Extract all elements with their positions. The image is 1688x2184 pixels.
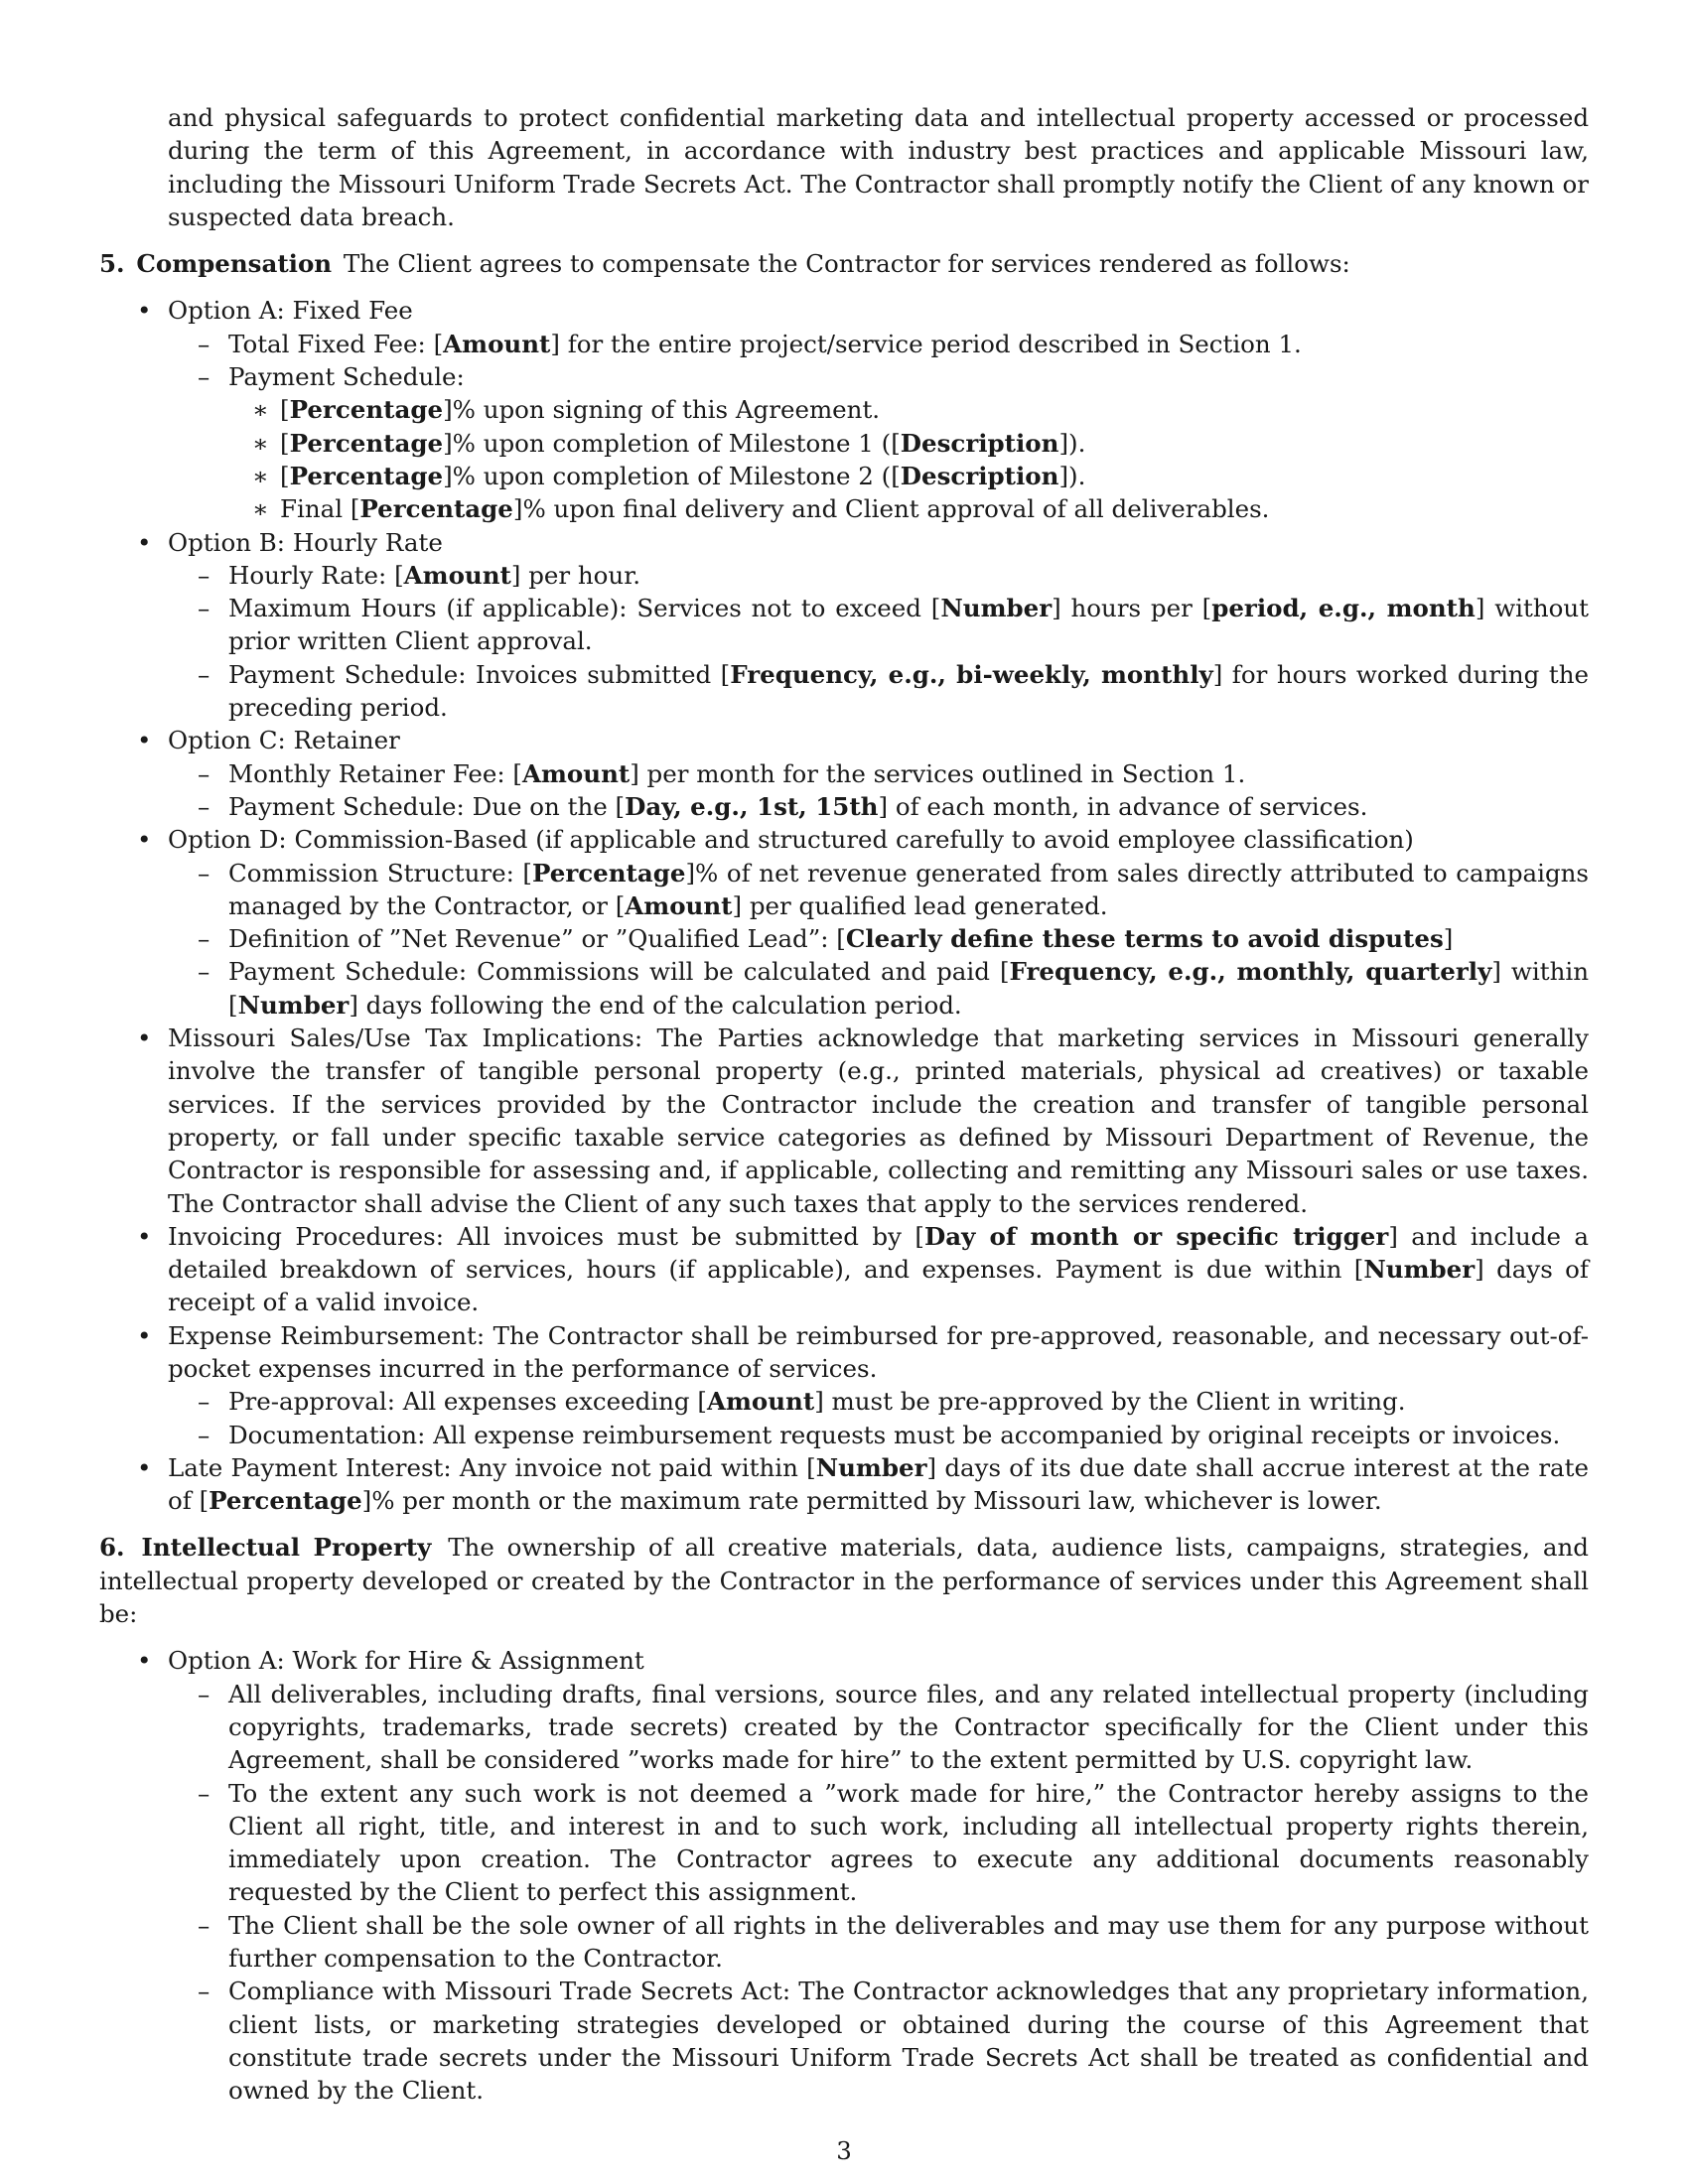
bullet-marker: • bbox=[137, 1646, 152, 1676]
page-content bbox=[99, 101, 1589, 2108]
bullet-marker: • bbox=[137, 296, 152, 326]
placeholder-field: Frequency, e.g., bi-weekly, monthly bbox=[730, 659, 1213, 689]
page-number: 3 bbox=[836, 2136, 852, 2165]
placeholder-field: Day, e.g., 1st, 15th bbox=[625, 791, 879, 821]
placeholder-field: Frequency, e.g., monthly, quarterly bbox=[1009, 957, 1492, 987]
list-text: ] days of receipt of a valid invoice. bbox=[168, 1255, 1589, 1317]
list-item bbox=[168, 658, 1589, 725]
option-d-label: Option D: Commission-Based (if applicable and structured carefully to avoid employee classification) bbox=[168, 825, 1414, 855]
bullet-marker: • bbox=[137, 825, 152, 855]
list-text: ]% upon completion of Milestone 1 ([ bbox=[443, 428, 901, 458]
list-item bbox=[168, 1419, 1589, 1451]
sub-list bbox=[168, 559, 1589, 724]
list-text: ] days of its due date shall accrue interest at the rate of [ bbox=[168, 1452, 1590, 1516]
list-text: The Client shall be the sole owner of all rights in the deliverables and may use them for any purpose without further compensation to the Contractor. bbox=[228, 1910, 1589, 1974]
section-intro: The Client agrees to compensate the Contractor for services rendered as follows: bbox=[343, 249, 1350, 279]
list-text: ] hours per [ bbox=[1052, 594, 1212, 623]
continued-paragraph: and physical safeguards to protect confidential marketing data and intellectual property accessed or processed during the term of this Agreement, in accordance with industry best practices and applicable Missouri law, including the Missouri Uniform Trade Secrets Act. The Contractor shall promptly notify the Client of any known or suspected data breach. bbox=[168, 103, 1589, 231]
star-marker: ∗ bbox=[252, 494, 269, 524]
list-item bbox=[99, 1022, 1589, 1220]
list-item bbox=[99, 823, 1589, 1022]
sub-list bbox=[168, 1385, 1589, 1451]
list-text: Compliance with Missouri Trade Secrets Act: The Contractor acknowledges that any proprietary information, client lists, or marketing strategies developed or obtained during the course of this Agreement that constitute trade secrets under the Missouri Uniform Trade Secrets Act shall be treated as confidential and owned by the Client. bbox=[228, 1977, 1589, 2106]
list-item bbox=[228, 492, 1589, 525]
section-number: 6. bbox=[99, 1533, 125, 1563]
list-item bbox=[99, 1319, 1589, 1451]
placeholder-field: Percentage bbox=[359, 494, 513, 524]
placeholder-field: Amount bbox=[403, 560, 511, 590]
sub-sub-list bbox=[228, 393, 1589, 525]
dash-marker: – bbox=[198, 1910, 211, 1940]
dash-marker: – bbox=[198, 924, 211, 954]
tax-implications-text: Missouri Sales/Use Tax Implications: The Parties acknowledge that marketing services in Missouri generally involve the transfer of tangible personal property (e.g., printed materials, physical ad creatives) or taxable services. If the services provided by the Contractor include the creation and transfer of tangible personal property, or fall under specific taxable service categories as defined by Missouri Department of Revenue, the Contractor is responsible for assessing and, if applicable, collecting and remitting any Missouri sales or use taxes. The Contractor shall advise the Client of any such taxes that apply to the services rendered. bbox=[168, 1024, 1589, 1218]
placeholder-field: Day of month or specific trigger bbox=[923, 1221, 1389, 1251]
section-title: Compensation bbox=[136, 249, 333, 279]
option-c-label: Option C: Retainer bbox=[168, 726, 400, 755]
dash-marker: – bbox=[198, 1778, 211, 1808]
list-text: ] without prior written Client approval. bbox=[228, 594, 1590, 656]
section-5-heading bbox=[99, 247, 1589, 280]
placeholder-field: Amount bbox=[706, 1387, 815, 1417]
sub-list bbox=[168, 328, 1589, 526]
placeholder-field: Number bbox=[940, 594, 1053, 623]
list-item bbox=[99, 1220, 1589, 1319]
bullet-marker: • bbox=[137, 1320, 152, 1350]
placeholder-field: Amount bbox=[625, 890, 733, 920]
list-item bbox=[168, 328, 1589, 360]
list-item bbox=[168, 857, 1589, 923]
list-item bbox=[99, 526, 1589, 725]
placeholder-field: Amount bbox=[521, 758, 631, 788]
payment-schedule-label: Payment Schedule: bbox=[228, 362, 465, 392]
placeholder-field: Percentage bbox=[209, 1486, 362, 1516]
placeholder-field: Number bbox=[815, 1452, 927, 1482]
list-item bbox=[168, 360, 1589, 525]
list-text: ] and include a detailed breakdown of services, hours (if applicable), and expenses. Payment is due within [ bbox=[168, 1221, 1589, 1285]
list-item bbox=[99, 1644, 1589, 2107]
bullet-marker: • bbox=[137, 1024, 152, 1053]
dash-marker: – bbox=[198, 758, 211, 788]
list-item bbox=[168, 1385, 1589, 1418]
placeholder-field: Clearly define these terms to avoid disputes bbox=[845, 924, 1444, 954]
dash-marker: – bbox=[198, 1387, 211, 1417]
bullet-marker: • bbox=[137, 1221, 152, 1251]
list-text: ]% per month or the maximum rate permitted by Missouri law, whichever is lower. bbox=[361, 1486, 1382, 1516]
list-text: Hourly Rate: [ bbox=[228, 560, 404, 590]
section-compensation bbox=[99, 247, 1589, 1517]
dash-marker: – bbox=[198, 957, 211, 987]
list-text: ]). bbox=[1058, 428, 1086, 458]
placeholder-field: Number bbox=[1363, 1255, 1476, 1285]
list-text: ] for the entire project/service period described in Section 1. bbox=[550, 329, 1302, 358]
option-a-label: Option A: Fixed Fee bbox=[168, 296, 413, 326]
list-item bbox=[168, 592, 1589, 658]
list-text: Documentation: All expense reimbursement requests must be accompanied by original receipts or invoices. bbox=[228, 1420, 1561, 1449]
placeholder-field: Number bbox=[237, 990, 350, 1020]
dash-marker: – bbox=[198, 1420, 211, 1449]
bullet-marker: • bbox=[137, 726, 152, 755]
list-item bbox=[228, 460, 1589, 492]
list-text: To the extent any such work is not deemed a ”work made for hire,” the Contractor hereby assigns to the Client all right, title, and interest in and to such work, including all intellectual property rights therein, immediately upon creation. The Contractor agrees to execute any additional documents reasonably requested by the Client to perfect this assignment. bbox=[228, 1778, 1589, 1907]
section-intellectual-property bbox=[99, 1531, 1589, 2107]
list-text: ] bbox=[1443, 924, 1454, 954]
sub-list bbox=[168, 757, 1589, 824]
placeholder-field: Description bbox=[900, 428, 1059, 458]
expense-reimbursement-text: Expense Reimbursement: The Contractor shall be reimbursed for pre-approved, reasonable, and necessary out-of-pocket expenses incurred in the performance of services. bbox=[168, 1320, 1589, 1383]
list-text: Monthly Retainer Fee: [ bbox=[228, 758, 522, 788]
list-text: Payment Schedule: Commissions will be calculated and paid [ bbox=[228, 957, 1010, 987]
list-text: ]% upon completion of Milestone 2 ([ bbox=[443, 461, 901, 490]
placeholder-field: Percentage bbox=[531, 858, 686, 887]
sub-list bbox=[168, 857, 1589, 1022]
list-text: ] days following the end of the calculation period. bbox=[349, 990, 962, 1020]
dash-marker: – bbox=[198, 1977, 211, 2006]
section-number: 5. bbox=[99, 249, 125, 279]
list-text: [ bbox=[280, 395, 290, 425]
star-marker: ∗ bbox=[252, 395, 269, 425]
list-item bbox=[168, 955, 1589, 1022]
option-b-label: Option B: Hourly Rate bbox=[168, 527, 443, 557]
list-text: Payment Schedule: Invoices submitted [ bbox=[228, 659, 731, 689]
list-text: Final [ bbox=[280, 494, 360, 524]
list-text: Pre-approval: All expenses exceeding [ bbox=[228, 1387, 707, 1417]
star-marker: ∗ bbox=[252, 428, 269, 458]
ip-options-list bbox=[99, 1644, 1589, 2107]
list-text: [ bbox=[280, 428, 290, 458]
list-text: ] within [ bbox=[228, 957, 1589, 1020]
dash-marker: – bbox=[198, 1679, 211, 1708]
list-item bbox=[168, 1678, 1589, 1777]
list-text: Total Fixed Fee: [ bbox=[228, 329, 444, 358]
placeholder-field: Description bbox=[900, 461, 1059, 490]
dash-marker: – bbox=[198, 362, 211, 392]
list-text: ] per qualified lead generated. bbox=[732, 890, 1108, 920]
list-text: Late Payment Interest: Any invoice not paid within [ bbox=[168, 1452, 816, 1482]
dash-marker: – bbox=[198, 659, 211, 689]
list-text: ]% of net revenue generated from sales directly attributed to campaigns managed by the Contractor, or [ bbox=[228, 858, 1589, 920]
list-text: ]% upon signing of this Agreement. bbox=[443, 395, 881, 425]
list-item bbox=[228, 427, 1589, 460]
star-marker: ∗ bbox=[252, 461, 269, 490]
placeholder-field: period, e.g., month bbox=[1211, 594, 1476, 623]
list-item bbox=[168, 1909, 1589, 1976]
list-text: Maximum Hours (if applicable): Services not to exceed [ bbox=[228, 594, 941, 623]
list-item bbox=[99, 294, 1589, 525]
list-text: ]). bbox=[1058, 461, 1086, 490]
list-text: Commission Structure: [ bbox=[228, 858, 532, 887]
sub-list bbox=[168, 1678, 1589, 2108]
list-text: Invoicing Procedures: All invoices must be submitted by [ bbox=[168, 1221, 924, 1251]
dash-marker: – bbox=[198, 594, 211, 623]
list-text: Definition of ”Net Revenue” or ”Qualified Lead”: [ bbox=[228, 924, 846, 954]
list-item bbox=[99, 1451, 1589, 1518]
placeholder-field: Percentage bbox=[289, 461, 444, 490]
placeholder-field: Amount bbox=[443, 329, 551, 358]
list-item bbox=[228, 393, 1589, 426]
list-text: ]% upon final delivery and Client approval of all deliverables. bbox=[512, 494, 1270, 524]
dash-marker: – bbox=[198, 858, 211, 887]
list-item bbox=[168, 1777, 1589, 1909]
list-text: ] for hours worked during the preceding period. bbox=[228, 659, 1589, 723]
placeholder-field: Percentage bbox=[289, 395, 444, 425]
option-a-label: Option A: Work for Hire & Assignment bbox=[168, 1646, 644, 1676]
list-item bbox=[168, 1975, 1589, 2107]
list-item bbox=[99, 724, 1589, 823]
placeholder-field: Percentage bbox=[289, 428, 444, 458]
dash-marker: – bbox=[198, 329, 211, 358]
list-item bbox=[168, 922, 1589, 955]
list-item bbox=[168, 757, 1589, 790]
section-title: Intellectual Property bbox=[141, 1533, 432, 1563]
bullet-marker: • bbox=[137, 527, 152, 557]
list-text: Payment Schedule: Due on the [ bbox=[228, 791, 626, 821]
section-intro: The ownership of all creative materials, data, audience lists, campaigns, strategies, and intellectual property developed or created by the Contractor in the performance of services under this Agreement shall be: bbox=[99, 1533, 1589, 1629]
list-text: All deliverables, including drafts, final versions, source files, and any related intellectual property (including copyrights, trademarks, trade secrets) created by the Contractor specifically for the Client under this Agreement, shall be considered ”works made for hire” to the extent permitted by U.S. copyright law. bbox=[228, 1679, 1589, 1775]
dash-marker: – bbox=[198, 560, 211, 590]
list-item bbox=[168, 559, 1589, 592]
list-text: ] of each month, in advance of services. bbox=[878, 791, 1368, 821]
list-text: ] per month for the services outlined in Section 1. bbox=[630, 758, 1246, 788]
dash-marker: – bbox=[198, 791, 211, 821]
compensation-options-list bbox=[99, 294, 1589, 1517]
bullet-marker: • bbox=[137, 1452, 152, 1482]
list-text: [ bbox=[280, 461, 290, 490]
list-item bbox=[168, 790, 1589, 823]
list-text: ] must be pre-approved by the Client in writing. bbox=[814, 1387, 1406, 1417]
section-6-heading bbox=[99, 1531, 1589, 1630]
list-text: ] per hour. bbox=[510, 560, 641, 590]
